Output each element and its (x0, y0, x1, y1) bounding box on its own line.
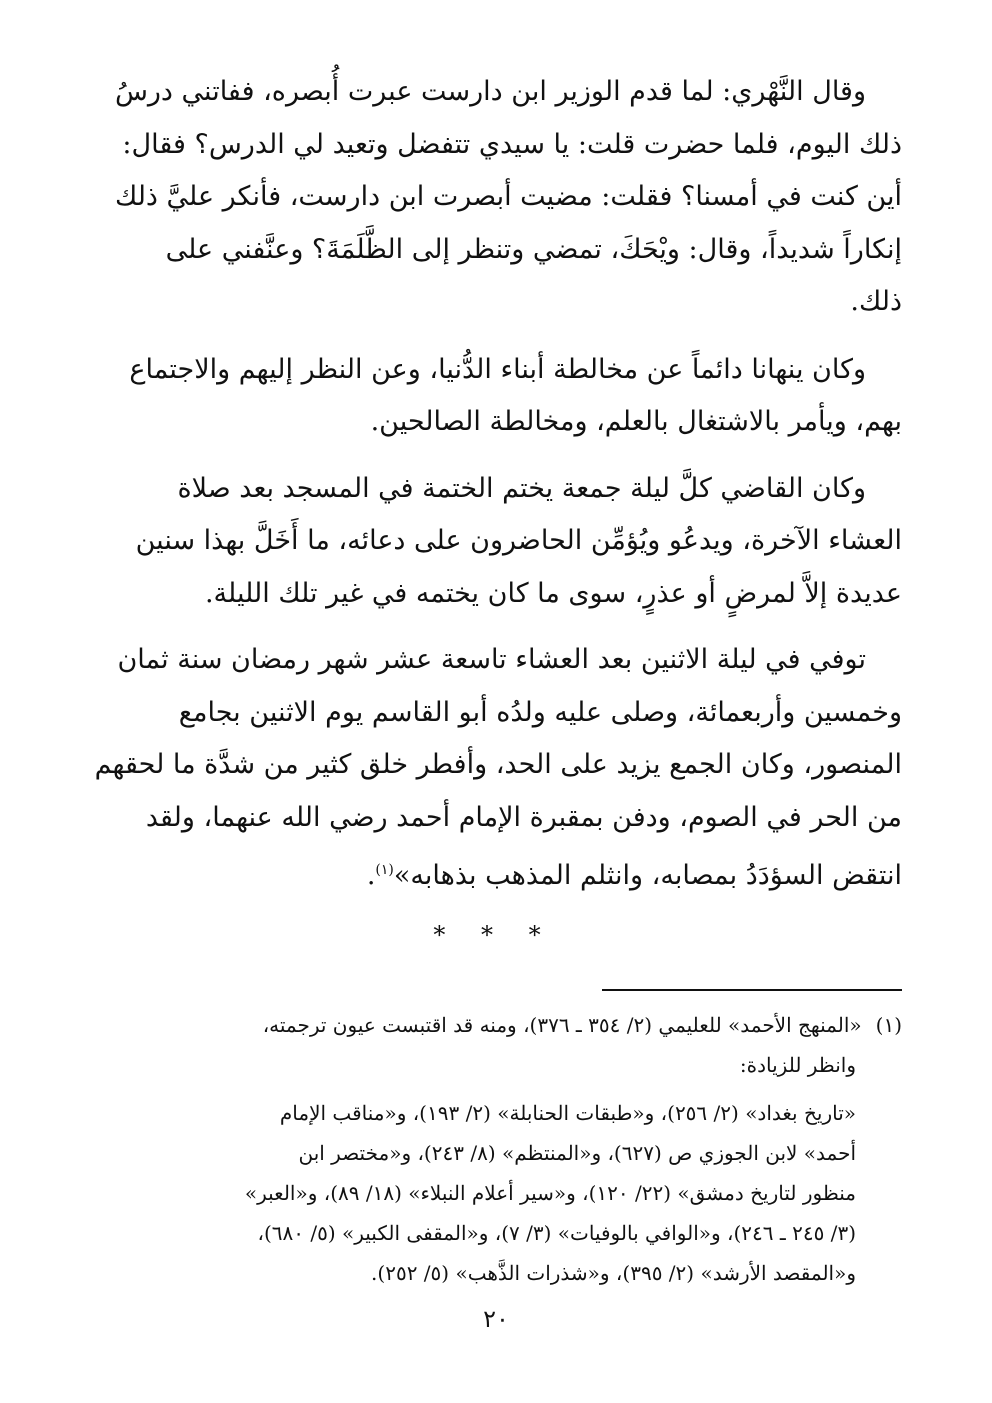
paragraph-worldly-people (86, 344, 902, 449)
paragraph-death (86, 634, 902, 903)
text-line: وقال النَّهْري: لما قدم الوزير ابن دارست عبرت أُبصره، ففاتني درسُ (114, 76, 866, 107)
text-line: وكان القاضي كلَّ ليلة جمعة يختم الختمة في المسجد بعد صلاة (177, 472, 866, 504)
footnotes (86, 1005, 902, 1293)
paragraph-nahri-story (86, 66, 902, 329)
text-line: عديدة إلاَّ لمرضٍ أو عذرٍ، سوى ما كان يختمه في غير تلك الليلة. (204, 577, 902, 609)
footnote-gap (86, 1085, 902, 1093)
footnote-text: «المنهج الأحمد» للعليمي (٢/ ٣٥٤ ـ ٣٧٦)، ومنه قد اقتبست عيون ترجمته، (262, 1012, 862, 1037)
footnote-reference: (١) (375, 862, 394, 878)
footnote-number: (١) (875, 1012, 902, 1037)
text-line: من الحر في الصوم، ودفن بمقبرة الإمام أحمد رضي الله عنهما، ولقد (145, 801, 902, 833)
footnote-line: أحمد» لابن الجوزي ص (٦٢٧)، و«المنتظم» (٨/ ٢٤٣)، و«مختصر ابن (298, 1140, 856, 1165)
text-line-content: انتقض السؤدَدُ بمصابه، وانثلم المذهب بذهابه» (393, 860, 902, 891)
text-line: وخمسين وأربعمائة، وصلى عليه ولدُه أبو القاسم يوم الاثنين بجامع (178, 696, 902, 728)
text-line: ذلك. (850, 286, 902, 317)
text-line: توفي في ليلة الاثنين بعد العشاء تاسعة عشر شهر رمضان سنة ثمان (117, 644, 866, 675)
footnote-line: وانظر للزيادة: (739, 1052, 856, 1077)
end-period: . (366, 860, 376, 891)
text-line: أين كنت في أمسنا؟ فقلت: مضيت أبصرت ابن دارست، فأنكر عليَّ ذلك (114, 181, 902, 212)
footnote-divider (602, 989, 902, 991)
text-line-last (86, 844, 902, 903)
footnote-line (86, 1005, 902, 1045)
text-line: إنكاراً شديداً، وقال: ويْحَكَ، تمضي وتنظر إلى الظَّلَمَةَ؟ وعنَّفني على (165, 233, 902, 265)
text-line: العشاء الآخرة، ويدعُو ويُؤمِّن الحاضرون على دعائه، ما أَخَلَّ بهذا سنين (135, 525, 902, 556)
text-line: ذلك اليوم، فلما حضرت قلت: يا سيدي تتفضل وتعيد لي الدرس؟ فقال: (122, 128, 902, 160)
footnote-line: منظور لتاريخ دمشق» (٢٢/ ١٢٠)، و«سير أعلام النبلاء» (١٨/ ٨٩)، و«العبر» (244, 1180, 856, 1205)
book-page (86, 62, 902, 1362)
text-line: وكان ينهانا دائماً عن مخالطة أبناء الدُّنيا، وعن النظر إليهم والاجتماع (129, 353, 866, 385)
paragraph-friday-khatma (86, 463, 902, 621)
text-line: المنصور، وكان الجمع يزيد على الحد، وأفطر خلق كثير من شدَّة ما لحقهم (94, 749, 902, 780)
footnote-line: و«المقصد الأرشد» (٢/ ٣٩٥)، و«شذرات الذَّهب» (٥/ ٢٥٢). (371, 1260, 856, 1285)
footnote-line: (٣/ ٢٤٥ ـ ٢٤٦)، و«الوافي بالوفيات» (٣/ ٧)، و«المقفى الكبير» (٥/ ٦٨٠)، (257, 1220, 856, 1245)
footnote-line: «تاريخ بغداد» (٢/ ٢٥٦)، و«طبقات الحنابلة» (٢/ ١٩٣)، و«مناقب الإمام (279, 1100, 856, 1125)
page-number: ٢٠ (483, 1305, 509, 1333)
section-separator: * * * (433, 920, 555, 949)
text-line: بهم، ويأمر بالاشتغال بالعلم، ومخالطة الصالحين. (370, 406, 902, 437)
